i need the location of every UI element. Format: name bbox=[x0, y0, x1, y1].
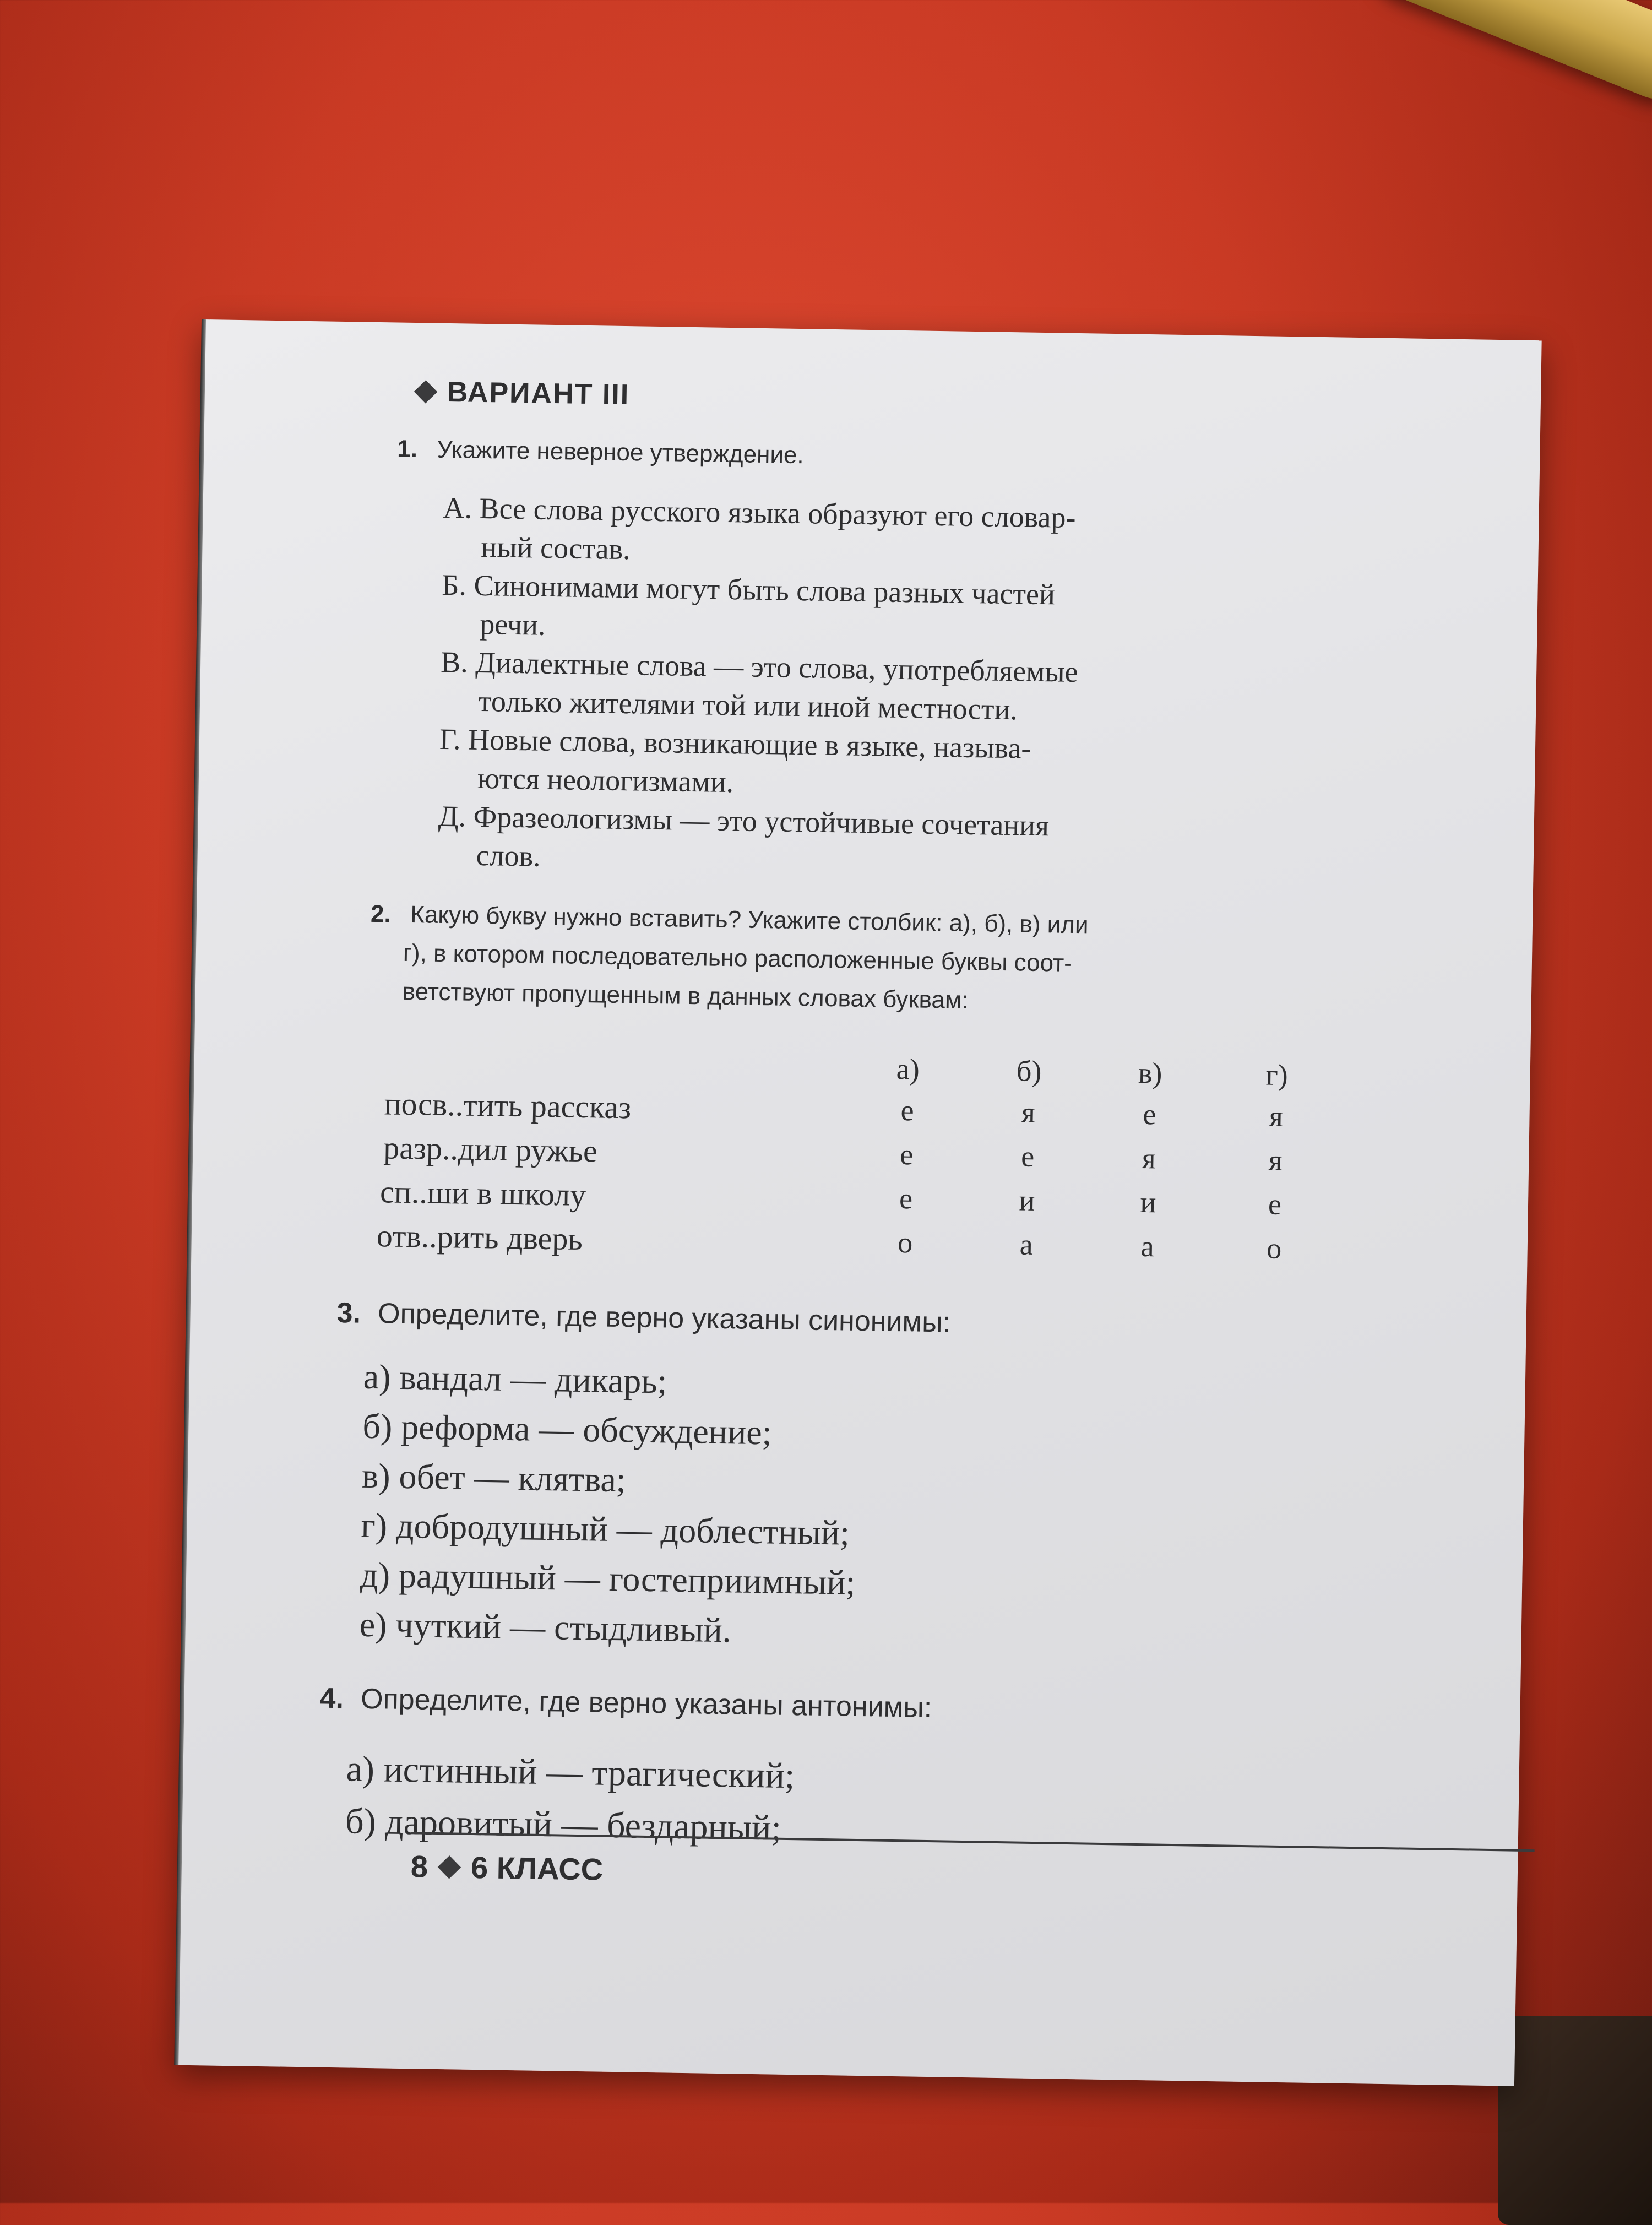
worksheet-page bbox=[176, 319, 1541, 2086]
q3-option: г) добродушный — доблестный; bbox=[361, 1505, 850, 1553]
q1-option-line: ются неологизмами. bbox=[477, 761, 734, 799]
page-number: 8 bbox=[410, 1849, 428, 1884]
q1-option-line: только жителями той или иной местности. bbox=[478, 684, 1018, 726]
question-number: 1. bbox=[396, 435, 418, 463]
q4-option: б) даровитый — бездарный; bbox=[345, 1801, 782, 1848]
table-row-word: посв..тить рассказ bbox=[384, 1086, 632, 1126]
question-4 bbox=[319, 1682, 932, 1724]
diamond-icon bbox=[414, 380, 437, 403]
question-number: 4. bbox=[319, 1682, 344, 1715]
question-text: Определите, где верно указаны антонимы: bbox=[360, 1683, 932, 1724]
table-cell: е bbox=[899, 1182, 913, 1215]
q1-option-line: Б. Синонимами могут быть слова разных частей bbox=[442, 568, 1056, 611]
question-text-line: ветствуют пропущенным в данных словах буквам: bbox=[402, 978, 969, 1014]
table-cell: е bbox=[900, 1094, 915, 1127]
table-cell: я bbox=[1021, 1095, 1036, 1129]
variant-heading bbox=[417, 375, 630, 411]
question-text-line: Какую букву нужно вставить? Укажите столбик: а), б), в) или bbox=[410, 901, 1089, 939]
table-object bbox=[1498, 2016, 1652, 2225]
table-cell: и bbox=[1140, 1185, 1156, 1219]
question-1 bbox=[397, 436, 804, 470]
table-cell: е bbox=[899, 1138, 914, 1171]
q3-option: в) обет — клятва; bbox=[361, 1456, 627, 1500]
q1-option-line: Д. Фразеологизмы — это устойчивые сочетания bbox=[438, 799, 1050, 843]
q1-option-line: Г. Новые слова, возникающие в языке, называ- bbox=[439, 722, 1031, 765]
table-cell: я bbox=[1142, 1141, 1156, 1175]
q1-option-line: В. Диалектные слова — это слова, употребляемые bbox=[440, 645, 1079, 689]
q3-option: б) реформа — обсуждение; bbox=[362, 1406, 773, 1452]
diamond-icon bbox=[438, 1855, 461, 1879]
column-header: а) bbox=[896, 1052, 920, 1086]
question-text: Укажите неверное утверждение. bbox=[437, 436, 805, 469]
q1-option-line: слов. bbox=[476, 838, 541, 873]
question-3 bbox=[336, 1296, 950, 1339]
variant-title: ВАРИАНТ III bbox=[447, 376, 630, 411]
page-content bbox=[176, 319, 1541, 2086]
q1-option-line: А. Все слова русского языка образуют его словар- bbox=[443, 491, 1076, 534]
table-cell: и bbox=[1019, 1184, 1035, 1217]
grade-label: 6 КЛАСС bbox=[470, 1849, 604, 1887]
page-footer bbox=[410, 1848, 603, 1887]
question-text-line: г), в котором последовательно расположенные буквы соот- bbox=[403, 939, 1073, 977]
table-cell: о bbox=[897, 1226, 913, 1260]
table-cell: е bbox=[1020, 1139, 1035, 1173]
table-row-word: разр..дил ружье bbox=[383, 1130, 598, 1169]
q4-option: а) истинный — трагический; bbox=[346, 1749, 795, 1797]
table-row-word: отв..рить дверь bbox=[376, 1218, 583, 1257]
table-cell: я bbox=[1268, 1143, 1283, 1177]
table-cell: а bbox=[1019, 1228, 1034, 1261]
table-cell: о bbox=[1266, 1231, 1282, 1265]
column-header: б) bbox=[1016, 1054, 1042, 1088]
q3-option: а) вандал — дикарь; bbox=[363, 1356, 667, 1401]
column-header: г) bbox=[1265, 1058, 1289, 1092]
table-cell: е bbox=[1268, 1187, 1282, 1221]
table-cell: я bbox=[1269, 1099, 1284, 1133]
yellow-marker bbox=[1362, 0, 1652, 111]
q1-option-line: ный состав. bbox=[481, 530, 631, 566]
question-2 bbox=[371, 900, 1089, 939]
question-text: Определите, где верно указаны синонимы: bbox=[377, 1298, 951, 1339]
table-row-word: сп..ши в школу bbox=[379, 1174, 586, 1213]
column-header: в) bbox=[1138, 1056, 1162, 1090]
table-cell: е bbox=[1143, 1097, 1156, 1131]
q3-option: д) радушный — гостеприимный; bbox=[360, 1555, 856, 1602]
q1-option-line: речи. bbox=[479, 607, 546, 642]
question-number: 3. bbox=[336, 1297, 361, 1329]
table-cell: а bbox=[1140, 1229, 1155, 1263]
q3-option: е) чуткий — стыдливый. bbox=[359, 1604, 732, 1650]
question-number: 2. bbox=[370, 900, 392, 928]
